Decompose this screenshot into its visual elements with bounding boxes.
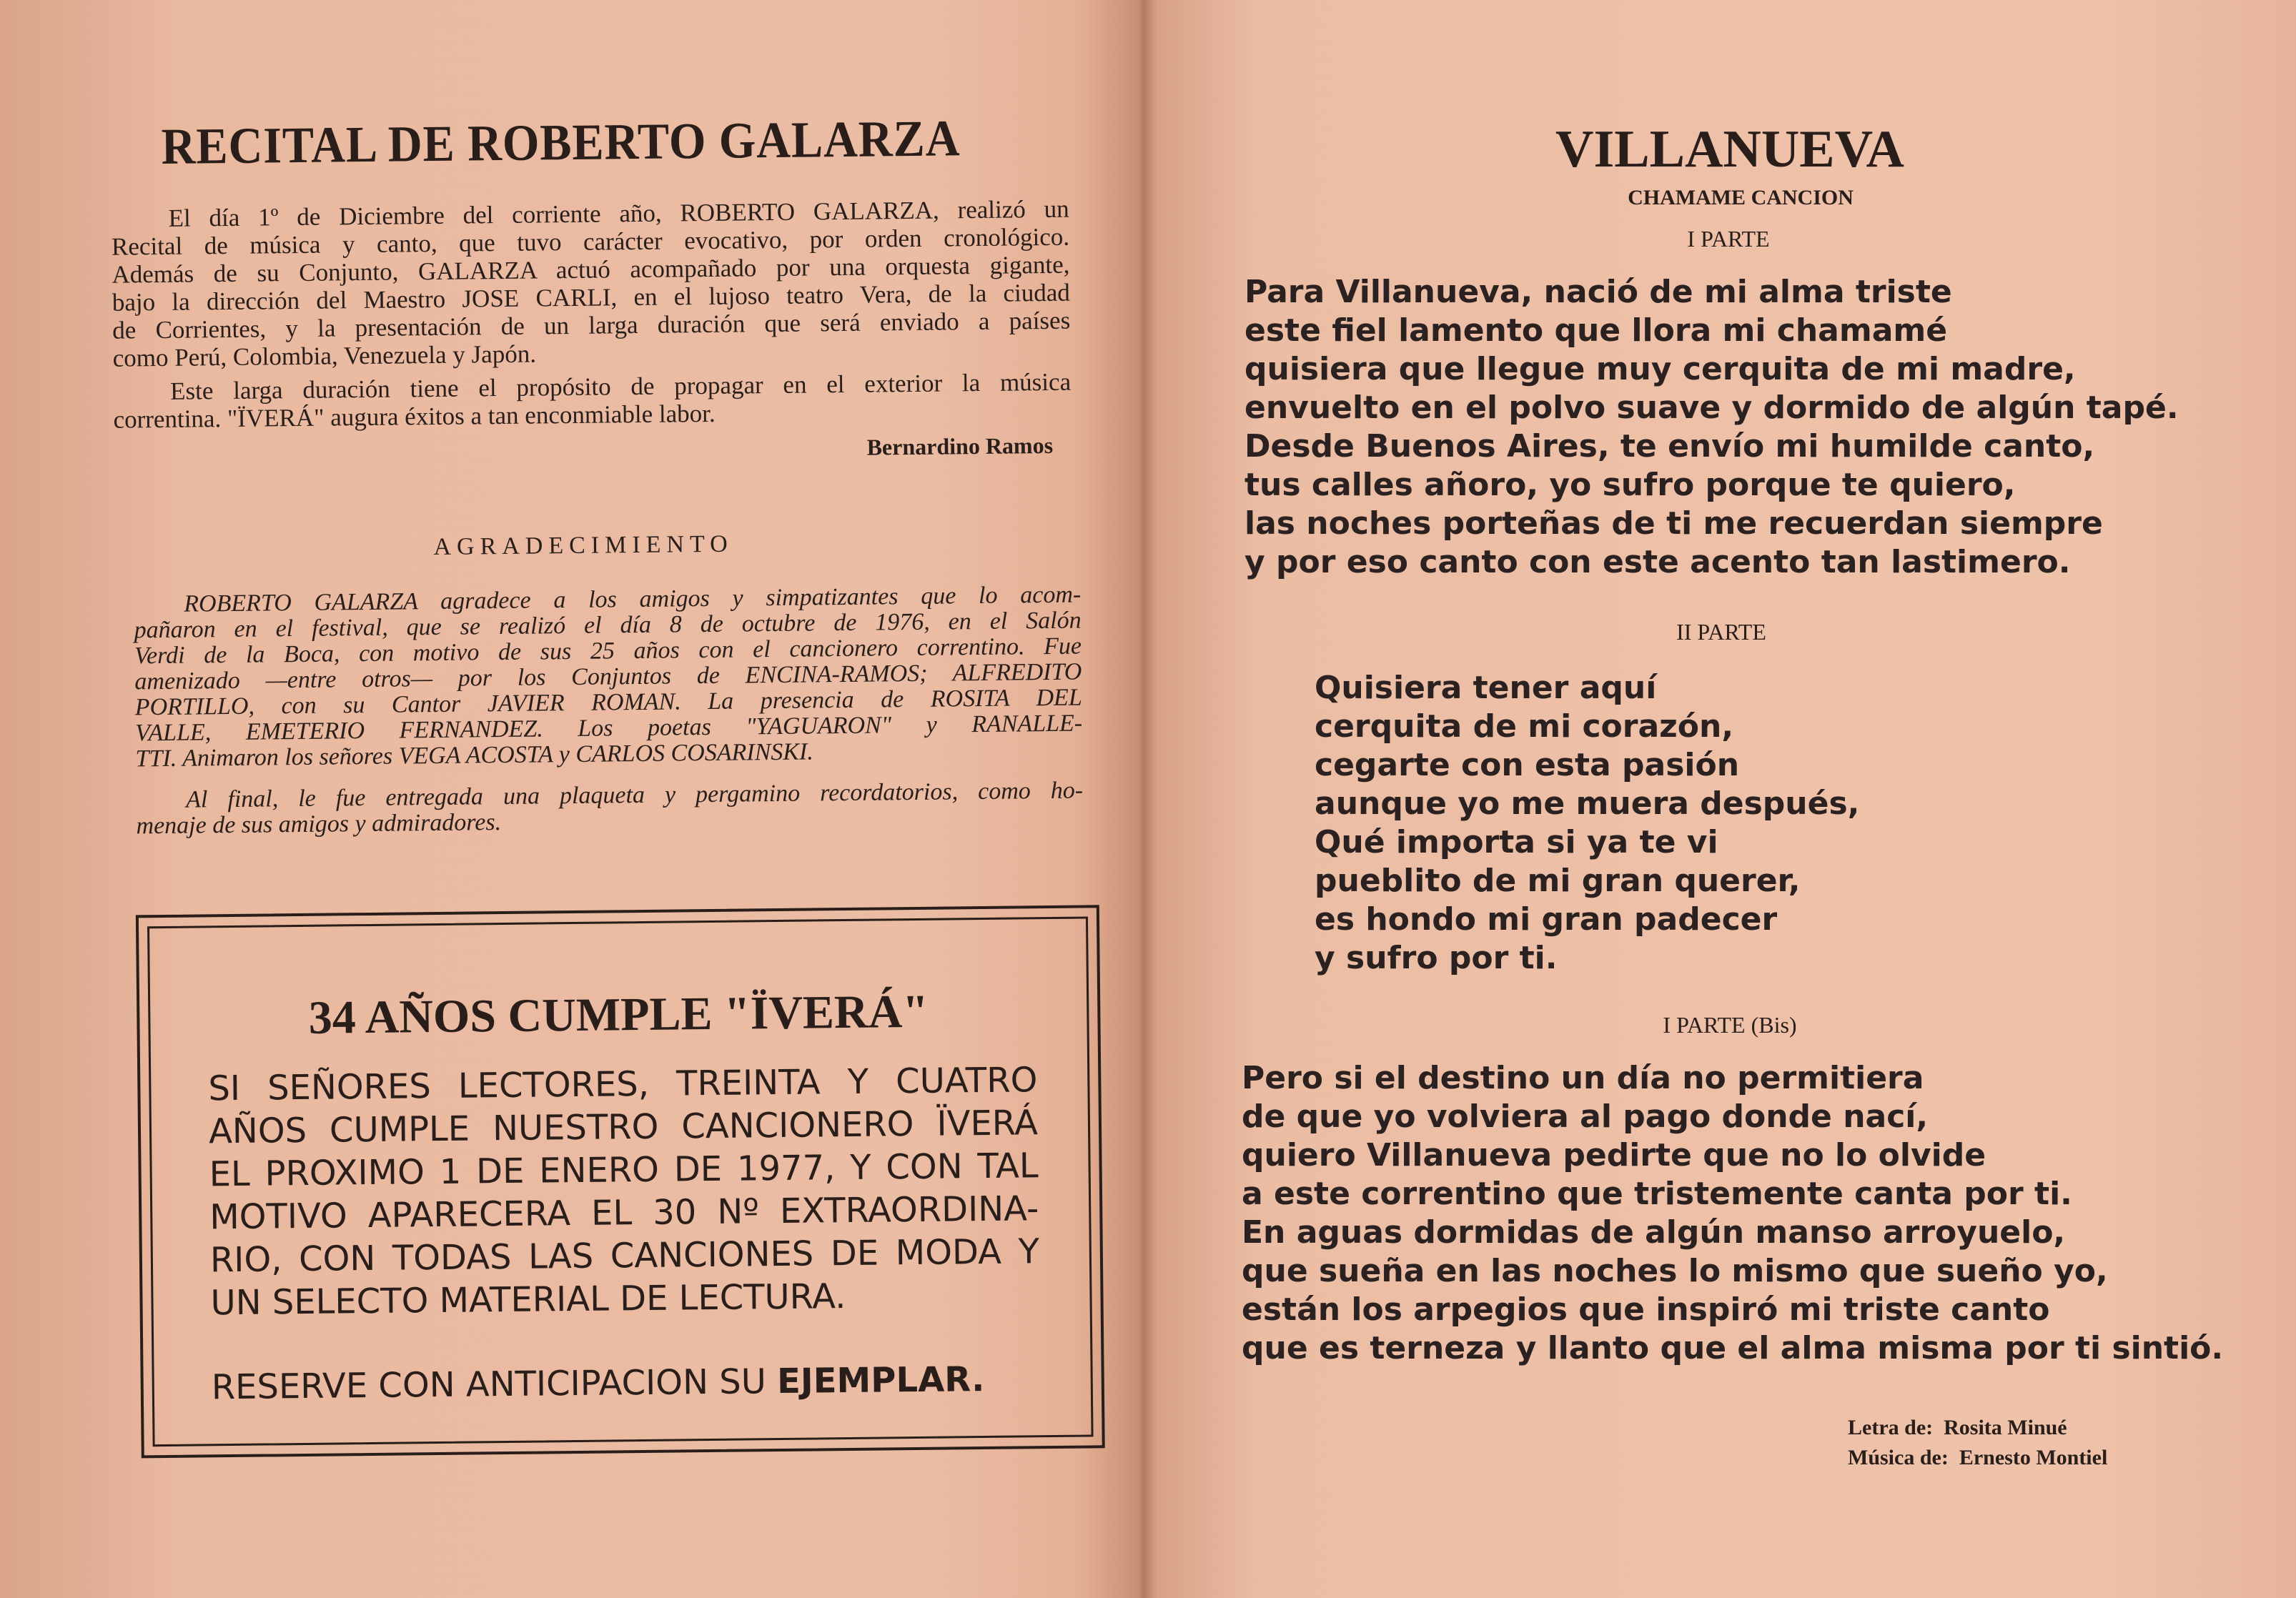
article-paragraph-1 <box>111 195 1070 372</box>
text-line: este fiel lamento que llora mi chamamé <box>1245 312 1948 349</box>
text-line: Para Villanueva, nació de mi alma triste <box>1245 274 1952 310</box>
text-line: UN SELECTO MATERIAL DE LECTURA. <box>210 1276 846 1324</box>
text-line: a este correntino que tristemente canta por ti. <box>1242 1176 2072 1212</box>
text-line: cegarte con esta pasión <box>1315 747 1740 783</box>
box-inner-border <box>147 916 1094 1446</box>
lyrics-author: Rosita Minué <box>1944 1416 2067 1439</box>
lyrics-label: Letra de: <box>1848 1416 1934 1439</box>
text-line: las noches porteñas de ti me recuerdan siempre <box>1245 505 2103 542</box>
stanza-part-1-bis <box>1242 1059 2223 1368</box>
stanza-part-2 <box>1315 669 1859 978</box>
part-1-bis-label: I PARTE (Bis) <box>1663 1012 1797 1038</box>
text-line: VALLE, EMETERIO FERNANDEZ. Los poetas "YAGUARON" y RANALLE- <box>134 710 1083 747</box>
text-line: y por eso canto con este acento tan lastimero. <box>1245 544 2071 580</box>
text-line: de Corrientes, y la presentación de un larga duración que será enviado a países <box>112 306 1071 344</box>
text-line: RIO, CON TODAS LAS CANCIONES DE MODA Y <box>209 1231 1040 1281</box>
reserve-notice <box>211 1359 984 1407</box>
text-line: Quisiera tener aquí <box>1315 670 1657 706</box>
anniversary-box <box>136 905 1105 1458</box>
text-line: Verdi de la Boca, con motivo de sus 25 años con el cancionero correntino. Fue <box>134 632 1082 670</box>
text-line: aunque yo me muera después, <box>1315 785 1860 822</box>
music-credit <box>1848 1445 2107 1471</box>
text-line: MOTIVO APARECERA EL 30 Nº EXTRAORDINA- <box>209 1188 1039 1238</box>
text-line: EL PROXIMO 1 DE ENERO DE 1977, Y CON TAL <box>209 1146 1039 1195</box>
text-line: Al final, le fue entregada una plaqueta y pergamino recordatorios, como ho- <box>185 777 1084 813</box>
text-line: Desde Buenos Aires, te envío mi humilde canto, <box>1245 428 2095 465</box>
part-1-label: I PARTE <box>1687 226 1770 252</box>
text-line: PORTILLO, con su Cantor JAVIER ROMAN. La presencia de ROSITA DEL <box>134 684 1082 721</box>
text-line: y sufro por ti. <box>1315 940 1558 976</box>
box-body <box>208 1058 1040 1324</box>
text-line: cerquita de mi corazón, <box>1315 708 1734 745</box>
agradecimiento-paragraph-2 <box>136 778 1084 840</box>
song-title: VILLANUEVA <box>1555 120 1904 179</box>
article-paragraph-2 <box>113 368 1072 434</box>
text-line: Pero si el destino un día no permitiera <box>1242 1060 1924 1096</box>
music-author: Ernesto Montiel <box>1959 1446 2108 1469</box>
text-line: pañaron en el festival, que se realizó el día 8 de octubre de 1976, en el Salón <box>134 607 1082 644</box>
text-line: quiero Villanueva pedirte que no lo olvide <box>1242 1137 1986 1173</box>
text-line: quisiera que llegue muy cerquita de mi madre, <box>1245 351 2076 387</box>
agradecimiento-heading: AGRADECIMIENTO <box>433 530 733 561</box>
part-2-label: II PARTE <box>1676 619 1766 645</box>
text-line: El día 1º de Diciembre del corriente año, ROBERTO GALARZA, realizó un <box>168 194 1069 232</box>
text-line: Además de su Conjunto, GALARZA actuó acompañado por una orquesta gigante, <box>112 250 1070 289</box>
text-line: SI SEÑORES LECTORES, TREINTA Y CUATRO <box>208 1060 1038 1109</box>
text-line: correntina. "ÏVERÁ" augura éxitos a tan enconmiable labor. <box>113 399 716 434</box>
reserve-text: RESERVE CON ANTICIPACION SU <box>211 1361 767 1408</box>
text-line: que es terneza y llanto que el alma misma por ti sintió. <box>1242 1330 2224 1366</box>
text-line: es hondo mi gran padecer <box>1315 901 1778 938</box>
text-line: como Perú, Colombia, Venezuela y Japón. <box>112 339 537 372</box>
text-line: Recital de música y canto, que tuvo carácter evocativo, por orden cronológico. <box>111 222 1070 261</box>
text-line: TTI. Animaron los señores VEGA ACOSTA y CARLOS COSARINSKI. <box>135 738 813 773</box>
stanza-part-1 <box>1245 273 2179 582</box>
lyrics-credit <box>1848 1415 2067 1441</box>
text-line: AÑOS CUMPLE NUESTRO CANCIONERO ÏVERÁ <box>208 1103 1039 1152</box>
text-line: ROBERTO GALARZA agradece a los amigos y simpatizantes que lo acom- <box>184 581 1082 617</box>
text-line: que sueña en las noches lo mismo que sueño yo, <box>1242 1253 2108 1289</box>
text-line: bajo la dirección del Maestro JOSE CARLI, en el lujoso teatro Vera, de la ciudad <box>112 278 1071 317</box>
signature: Bernardino Ramos <box>866 432 1054 460</box>
text-line: amenizado —entre otros— por los Conjuntos de ENCINA-RAMOS; ALFREDITO <box>134 658 1082 695</box>
text-line: tus calles añoro, yo sufro porque te quiero, <box>1245 467 2016 503</box>
text-line: envuelto en el polvo suave y dormido de algún tapé. <box>1245 389 2179 426</box>
text-line: pueblito de mi gran querer, <box>1315 863 1801 899</box>
text-line: Qué importa si ya te vi <box>1315 824 1718 860</box>
text-line: En aguas dormidas de algún manso arroyuelo, <box>1242 1214 2066 1251</box>
text-line: menaje de sus amigos y admiradores. <box>136 809 502 840</box>
box-title: 34 AÑOS CUMPLE "ÏVERÁ" <box>308 985 929 1044</box>
text-line: están los arpegios que inspiró mi triste canto <box>1242 1291 2050 1328</box>
song-genre: CHAMAME CANCION <box>1628 186 1854 209</box>
reserve-text-bold: EJEMPLAR. <box>776 1359 985 1402</box>
music-label: Música de: <box>1848 1446 1949 1469</box>
article-title: RECITAL DE ROBERTO GALARZA <box>161 109 961 175</box>
agradecimiento-paragraph-1 <box>134 582 1083 773</box>
text-line: de que yo volviera al pago donde nací, <box>1242 1098 1929 1135</box>
text-line: Este larga duración tiene el propósito de propagar en el exterior la música <box>169 367 1072 405</box>
